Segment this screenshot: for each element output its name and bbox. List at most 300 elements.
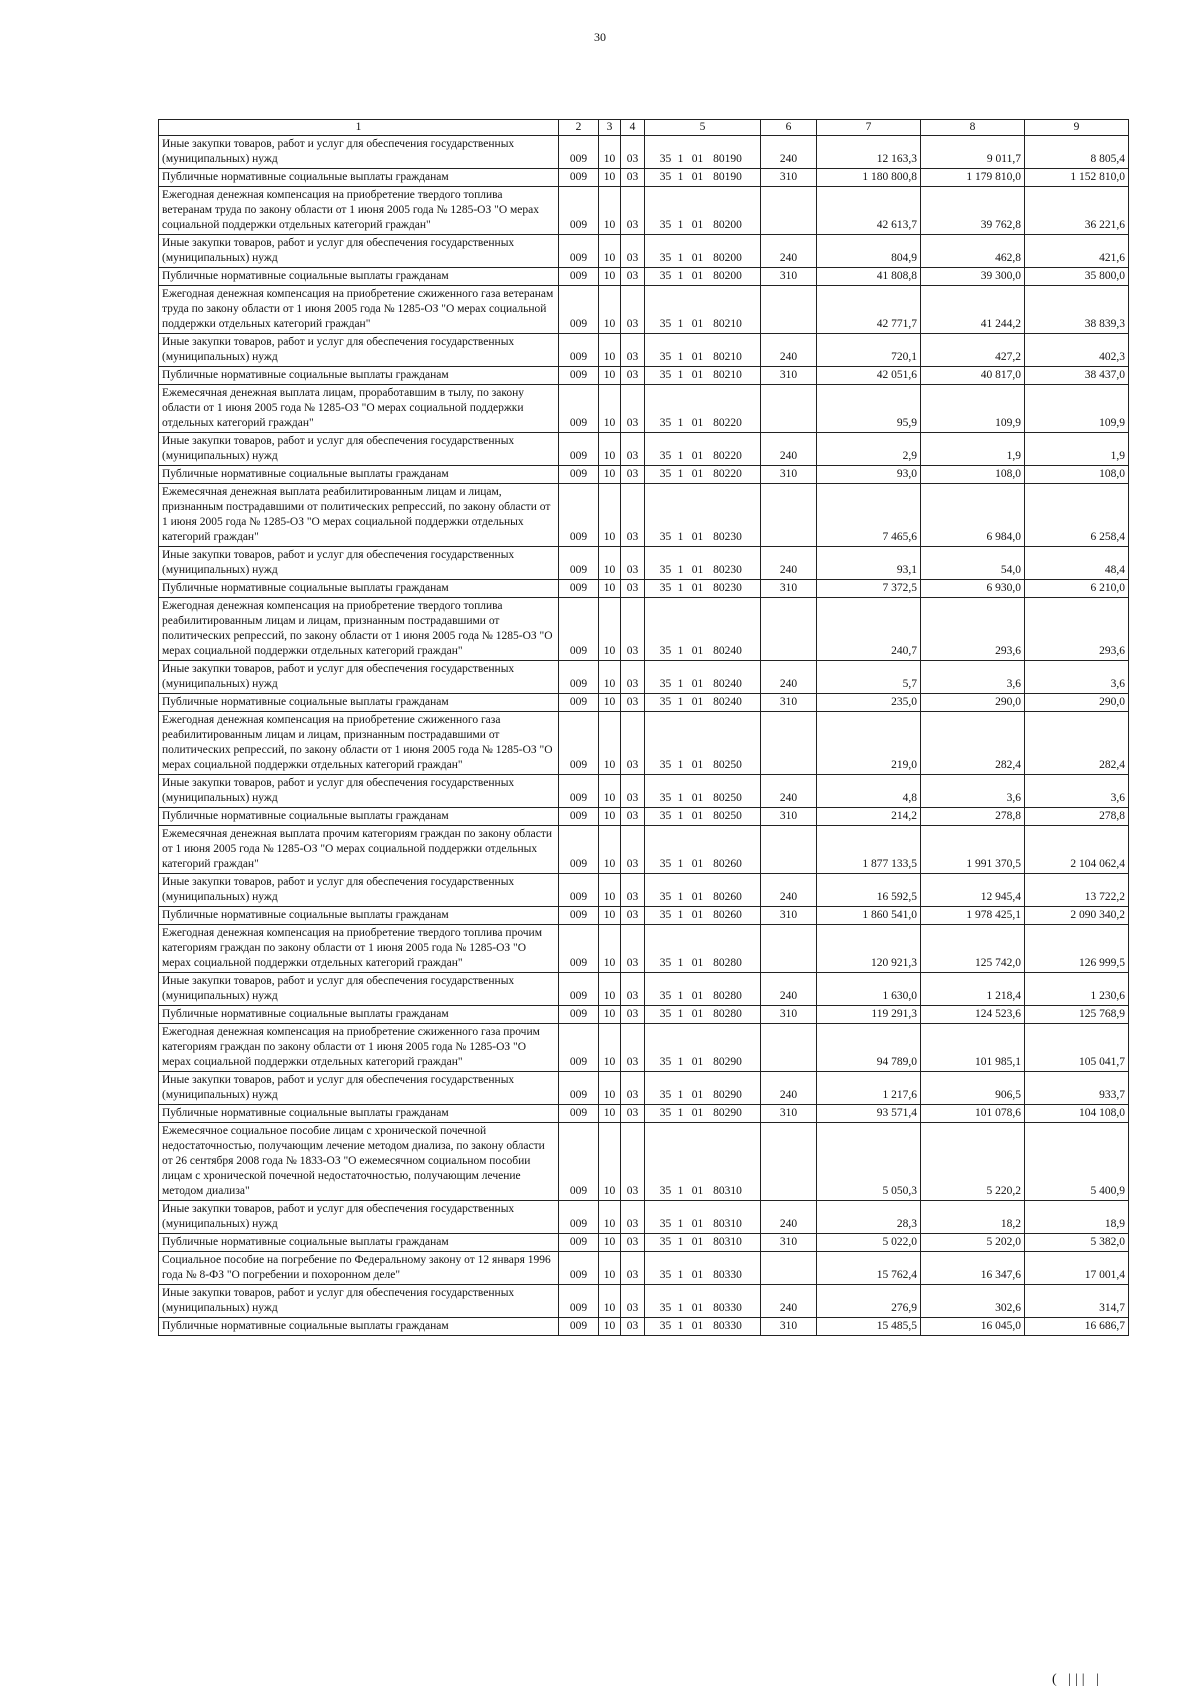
target-article-part: 35: [659, 564, 672, 576]
target-article-part: 01: [691, 531, 704, 543]
target-article-part: 1: [677, 219, 684, 231]
code-section: 10: [599, 268, 621, 286]
target-article-part: 80190: [713, 153, 742, 165]
amount-col-9: 1,9: [1025, 433, 1129, 466]
row-description: Публичные нормативные социальные выплаты гражданам: [159, 1234, 559, 1252]
code-expense-type: 240: [761, 1072, 817, 1105]
code-subsection: 03: [621, 433, 645, 466]
target-article-part: 35: [659, 1185, 672, 1197]
code-target-article: [645, 268, 761, 286]
code-target-article: [645, 136, 761, 169]
code-section: 10: [599, 367, 621, 385]
table-row: [159, 1123, 1129, 1201]
target-article-part: 1: [677, 564, 684, 576]
target-article-part: 1: [677, 468, 684, 480]
amount-col-8: 18,2: [921, 1201, 1025, 1234]
amount-col-7: 5 050,3: [817, 1123, 921, 1201]
code-admin: 009: [559, 598, 599, 661]
code-section: 10: [599, 1024, 621, 1072]
target-article-part: 01: [691, 1185, 704, 1197]
target-article-part: 80240: [713, 645, 742, 657]
code-expense-type: [761, 1252, 817, 1285]
code-section: 10: [599, 187, 621, 235]
code-target-article: [645, 1105, 761, 1123]
code-target-article: [645, 598, 761, 661]
target-article-part: 01: [691, 351, 704, 363]
target-article-part: 35: [659, 990, 672, 1002]
code-subsection: 03: [621, 268, 645, 286]
amount-col-8: 39 762,8: [921, 187, 1025, 235]
code-expense-type: 240: [761, 661, 817, 694]
code-subsection: 03: [621, 484, 645, 547]
amount-col-9: 421,6: [1025, 235, 1129, 268]
row-description: Ежемесячная денежная выплата прочим категориям граждан по закону области от 1 июня 2005 года № 1285-ОЗ "О мерах социальной поддержки отдельных категорий граждан": [159, 826, 559, 874]
code-target-article: [645, 1201, 761, 1234]
amount-col-8: 6 984,0: [921, 484, 1025, 547]
target-article-part: 80260: [713, 858, 742, 870]
target-article-part: 80280: [713, 990, 742, 1002]
target-article-part: 01: [691, 252, 704, 264]
code-subsection: 03: [621, 136, 645, 169]
target-article-part: 1: [677, 318, 684, 330]
code-admin: 009: [559, 826, 599, 874]
amount-col-7: 42 771,7: [817, 286, 921, 334]
table-row: [159, 694, 1129, 712]
amount-col-9: 109,9: [1025, 385, 1129, 433]
amount-col-7: 240,7: [817, 598, 921, 661]
row-description: Иные закупки товаров, работ и услуг для обеспечения государственных (муниципальных) нужд: [159, 136, 559, 169]
header-cell: 9: [1025, 120, 1129, 136]
amount-col-9: 104 108,0: [1025, 1105, 1129, 1123]
code-expense-type: 310: [761, 367, 817, 385]
code-subsection: 03: [621, 466, 645, 484]
code-subsection: 03: [621, 1072, 645, 1105]
target-article-part: 80290: [713, 1089, 742, 1101]
target-article-part: 01: [691, 1236, 704, 1248]
code-subsection: 03: [621, 547, 645, 580]
amount-col-7: 42 613,7: [817, 187, 921, 235]
code-subsection: 03: [621, 235, 645, 268]
code-section: 10: [599, 874, 621, 907]
target-article-part: 1: [677, 369, 684, 381]
code-subsection: 03: [621, 334, 645, 367]
code-expense-type: [761, 484, 817, 547]
code-subsection: 03: [621, 367, 645, 385]
amount-col-9: 18,9: [1025, 1201, 1129, 1234]
code-expense-type: 310: [761, 580, 817, 598]
code-target-article: [645, 826, 761, 874]
code-expense-type: [761, 826, 817, 874]
target-article-part: 80240: [713, 696, 742, 708]
table-row: [159, 1072, 1129, 1105]
code-subsection: 03: [621, 1105, 645, 1123]
amount-col-8: 16 045,0: [921, 1318, 1025, 1336]
code-target-article: [645, 235, 761, 268]
code-admin: 009: [559, 334, 599, 367]
table-row: [159, 808, 1129, 826]
code-expense-type: [761, 286, 817, 334]
amount-col-8: 6 930,0: [921, 580, 1025, 598]
target-article-part: 35: [659, 858, 672, 870]
code-admin: 009: [559, 466, 599, 484]
table-row: [159, 775, 1129, 808]
amount-col-7: 1 630,0: [817, 973, 921, 1006]
target-article-part: 80330: [713, 1320, 742, 1332]
target-article-part: 35: [659, 957, 672, 969]
row-description: Иные закупки товаров, работ и услуг для обеспечения государственных (муниципальных) нужд: [159, 547, 559, 580]
amount-col-9: 933,7: [1025, 1072, 1129, 1105]
code-expense-type: [761, 187, 817, 235]
code-section: 10: [599, 925, 621, 973]
target-article-part: 80330: [713, 1302, 742, 1314]
amount-col-8: 39 300,0: [921, 268, 1025, 286]
code-section: 10: [599, 484, 621, 547]
code-target-article: [645, 925, 761, 973]
code-expense-type: 310: [761, 1318, 817, 1336]
target-article-part: 1: [677, 450, 684, 462]
code-section: 10: [599, 598, 621, 661]
code-subsection: 03: [621, 907, 645, 925]
code-expense-type: 240: [761, 775, 817, 808]
amount-col-9: 1 230,6: [1025, 973, 1129, 1006]
target-article-part: 1: [677, 252, 684, 264]
code-section: 10: [599, 547, 621, 580]
target-article-part: 35: [659, 792, 672, 804]
table-row: [159, 826, 1129, 874]
target-article-part: 01: [691, 219, 704, 231]
table-row: [159, 973, 1129, 1006]
code-subsection: 03: [621, 826, 645, 874]
code-section: 10: [599, 1123, 621, 1201]
target-article-part: 80310: [713, 1236, 742, 1248]
target-article-part: 1: [677, 531, 684, 543]
target-article-part: 01: [691, 582, 704, 594]
amount-col-7: 5,7: [817, 661, 921, 694]
amount-col-7: 41 808,8: [817, 268, 921, 286]
target-article-part: 1: [677, 1056, 684, 1068]
amount-col-9: 6 258,4: [1025, 484, 1129, 547]
code-target-article: [645, 433, 761, 466]
amount-col-7: 235,0: [817, 694, 921, 712]
target-article-part: 1: [677, 810, 684, 822]
table-row: [159, 187, 1129, 235]
amount-col-7: 119 291,3: [817, 1006, 921, 1024]
table-row: [159, 661, 1129, 694]
target-article-part: 01: [691, 792, 704, 804]
code-target-article: [645, 1006, 761, 1024]
row-description: Публичные нормативные социальные выплаты гражданам: [159, 580, 559, 598]
header-cell: 7: [817, 120, 921, 136]
table-row: [159, 433, 1129, 466]
table-row: [159, 598, 1129, 661]
target-article-part: 80250: [713, 759, 742, 771]
target-article-part: 1: [677, 1269, 684, 1281]
target-article-part: 35: [659, 369, 672, 381]
target-article-part: 35: [659, 318, 672, 330]
target-article-part: 1: [677, 1218, 684, 1230]
code-target-article: [645, 874, 761, 907]
code-target-article: [645, 1024, 761, 1072]
amount-col-9: 17 001,4: [1025, 1252, 1129, 1285]
code-admin: 009: [559, 169, 599, 187]
table-row: [159, 1024, 1129, 1072]
amount-col-8: 906,5: [921, 1072, 1025, 1105]
code-admin: 009: [559, 1285, 599, 1318]
amount-col-9: 35 800,0: [1025, 268, 1129, 286]
code-subsection: 03: [621, 580, 645, 598]
code-subsection: 03: [621, 1318, 645, 1336]
target-article-part: 35: [659, 1218, 672, 1230]
code-section: 10: [599, 1285, 621, 1318]
target-article-part: 01: [691, 564, 704, 576]
amount-col-7: 4,8: [817, 775, 921, 808]
code-expense-type: 310: [761, 1234, 817, 1252]
target-article-part: 1: [677, 645, 684, 657]
code-target-article: [645, 661, 761, 694]
code-admin: 009: [559, 907, 599, 925]
code-subsection: 03: [621, 385, 645, 433]
target-article-part: 01: [691, 270, 704, 282]
amount-col-9: 6 210,0: [1025, 580, 1129, 598]
amount-col-7: 15 762,4: [817, 1252, 921, 1285]
amount-col-8: 1 179 810,0: [921, 169, 1025, 187]
row-description: Иные закупки товаров, работ и услуг для обеспечения государственных (муниципальных) нужд: [159, 874, 559, 907]
code-section: 10: [599, 286, 621, 334]
code-admin: 009: [559, 547, 599, 580]
target-article-part: 01: [691, 645, 704, 657]
code-subsection: 03: [621, 1123, 645, 1201]
amount-col-7: 12 163,3: [817, 136, 921, 169]
amount-col-8: 427,2: [921, 334, 1025, 367]
table-row: [159, 367, 1129, 385]
target-article-part: 80290: [713, 1056, 742, 1068]
code-section: 10: [599, 136, 621, 169]
target-article-part: 01: [691, 153, 704, 165]
target-article-part: 80230: [713, 564, 742, 576]
target-article-part: 35: [659, 759, 672, 771]
code-expense-type: 310: [761, 694, 817, 712]
code-target-article: [645, 712, 761, 775]
code-admin: 009: [559, 187, 599, 235]
target-article-part: 1: [677, 582, 684, 594]
code-admin: 009: [559, 1105, 599, 1123]
code-target-article: [645, 1285, 761, 1318]
row-description: Иные закупки товаров, работ и услуг для обеспечения государственных (муниципальных) нужд: [159, 973, 559, 1006]
target-article-part: 01: [691, 171, 704, 183]
target-article-part: 35: [659, 1089, 672, 1101]
code-expense-type: 240: [761, 235, 817, 268]
target-article-part: 01: [691, 369, 704, 381]
header-cell: 6: [761, 120, 817, 136]
table-row: [159, 334, 1129, 367]
row-description: Публичные нормативные социальные выплаты гражданам: [159, 367, 559, 385]
target-article-part: 1: [677, 990, 684, 1002]
code-target-article: [645, 385, 761, 433]
row-description: Иные закупки товаров, работ и услуг для обеспечения государственных (муниципальных) нужд: [159, 1285, 559, 1318]
target-article-part: 80260: [713, 909, 742, 921]
amount-col-9: 5 400,9: [1025, 1123, 1129, 1201]
target-article-part: 1: [677, 1089, 684, 1101]
target-article-part: 80200: [713, 219, 742, 231]
amount-col-9: 293,6: [1025, 598, 1129, 661]
amount-col-8: 124 523,6: [921, 1006, 1025, 1024]
target-article-part: 35: [659, 252, 672, 264]
table-row: [159, 580, 1129, 598]
amount-col-7: 5 022,0: [817, 1234, 921, 1252]
code-section: 10: [599, 1201, 621, 1234]
target-article-part: 1: [677, 759, 684, 771]
code-expense-type: 240: [761, 547, 817, 580]
target-article-part: 35: [659, 270, 672, 282]
target-article-part: 80230: [713, 531, 742, 543]
code-admin: 009: [559, 775, 599, 808]
code-admin: 009: [559, 874, 599, 907]
code-subsection: 03: [621, 874, 645, 907]
target-article-part: 80330: [713, 1269, 742, 1281]
target-article-part: 35: [659, 171, 672, 183]
code-section: 10: [599, 385, 621, 433]
target-article-part: 1: [677, 1302, 684, 1314]
code-subsection: 03: [621, 694, 645, 712]
code-target-article: [645, 1234, 761, 1252]
header-cell: 2: [559, 120, 599, 136]
target-article-part: 01: [691, 696, 704, 708]
amount-col-8: 290,0: [921, 694, 1025, 712]
amount-col-8: 462,8: [921, 235, 1025, 268]
code-expense-type: 310: [761, 1105, 817, 1123]
table-row: [159, 136, 1129, 169]
target-article-part: 1: [677, 909, 684, 921]
code-subsection: 03: [621, 286, 645, 334]
code-section: 10: [599, 433, 621, 466]
code-subsection: 03: [621, 661, 645, 694]
amount-col-8: 5 220,2: [921, 1123, 1025, 1201]
row-description: Социальное пособие на погребение по Федеральному закону от 12 января 1996 года № 8-ФЗ "О погребении и похоронном деле": [159, 1252, 559, 1285]
row-description: Иные закупки товаров, работ и услуг для обеспечения государственных (муниципальных) нужд: [159, 433, 559, 466]
amount-col-7: 93,0: [817, 466, 921, 484]
amount-col-7: 28,3: [817, 1201, 921, 1234]
target-article-part: 01: [691, 1302, 704, 1314]
table-row: [159, 1252, 1129, 1285]
code-expense-type: 310: [761, 907, 817, 925]
amount-col-8: 12 945,4: [921, 874, 1025, 907]
table-row: [159, 907, 1129, 925]
amount-col-7: 7 372,5: [817, 580, 921, 598]
code-section: 10: [599, 1252, 621, 1285]
target-article-part: 35: [659, 891, 672, 903]
code-admin: 009: [559, 1024, 599, 1072]
code-target-article: [645, 1252, 761, 1285]
code-target-article: [645, 169, 761, 187]
target-article-part: 80290: [713, 1107, 742, 1119]
code-subsection: 03: [621, 1234, 645, 1252]
target-article-part: 01: [691, 468, 704, 480]
target-article-part: 1: [677, 1107, 684, 1119]
row-description: Иные закупки товаров, работ и услуг для обеспечения государственных (муниципальных) нужд: [159, 235, 559, 268]
code-expense-type: 240: [761, 874, 817, 907]
code-admin: 009: [559, 235, 599, 268]
amount-col-7: 1 860 541,0: [817, 907, 921, 925]
code-target-article: [645, 808, 761, 826]
budget-table: [158, 119, 1129, 1336]
amount-col-8: 293,6: [921, 598, 1025, 661]
table-row: [159, 286, 1129, 334]
amount-col-8: 109,9: [921, 385, 1025, 433]
target-article-part: 01: [691, 990, 704, 1002]
code-section: 10: [599, 1105, 621, 1123]
target-article-part: 1: [677, 417, 684, 429]
header-cell: 8: [921, 120, 1025, 136]
target-article-part: 01: [691, 318, 704, 330]
target-article-part: 1: [677, 678, 684, 690]
amount-col-7: 214,2: [817, 808, 921, 826]
target-article-part: 1: [677, 1236, 684, 1248]
target-article-part: 01: [691, 417, 704, 429]
code-target-article: [645, 187, 761, 235]
amount-col-9: 282,4: [1025, 712, 1129, 775]
target-article-part: 35: [659, 810, 672, 822]
row-description: Ежегодная денежная компенсация на приобретение твердого топлива прочим категориям граждан по закону области от 1 июня 2005 года № 1285-ОЗ "О мерах социальной поддержки отдельных категорий граждан": [159, 925, 559, 973]
code-expense-type: [761, 1024, 817, 1072]
code-subsection: 03: [621, 712, 645, 775]
code-expense-type: [761, 925, 817, 973]
target-article-part: 35: [659, 1008, 672, 1020]
code-subsection: 03: [621, 1006, 645, 1024]
code-admin: 009: [559, 1006, 599, 1024]
header-cell: 5: [645, 120, 761, 136]
code-section: 10: [599, 661, 621, 694]
amount-col-7: 93 571,4: [817, 1105, 921, 1123]
row-description: Публичные нормативные социальные выплаты гражданам: [159, 466, 559, 484]
code-subsection: 03: [621, 973, 645, 1006]
row-description: Ежегодная денежная компенсация на приобретение твердого топлива реабилитированным лицам и лицам, признанным пострадавшими от политических репрессий, по закону области от 1 июня 2005 года № 1285-ОЗ "О мерах социальной поддержки отдельных категорий граждан": [159, 598, 559, 661]
amount-col-7: 95,9: [817, 385, 921, 433]
amount-col-7: 120 921,3: [817, 925, 921, 973]
amount-col-8: 302,6: [921, 1285, 1025, 1318]
target-article-part: 35: [659, 1107, 672, 1119]
code-admin: 009: [559, 286, 599, 334]
target-article-part: 80250: [713, 810, 742, 822]
target-article-part: 80220: [713, 417, 742, 429]
amount-col-8: 5 202,0: [921, 1234, 1025, 1252]
target-article-part: 1: [677, 351, 684, 363]
code-admin: 009: [559, 1318, 599, 1336]
target-article-part: 01: [691, 450, 704, 462]
amount-col-9: 314,7: [1025, 1285, 1129, 1318]
code-subsection: 03: [621, 1201, 645, 1234]
code-admin: 009: [559, 712, 599, 775]
page-number: 30: [594, 30, 606, 44]
table-row: [159, 874, 1129, 907]
code-target-article: [645, 1318, 761, 1336]
header-row: [159, 120, 1129, 136]
code-target-article: [645, 973, 761, 1006]
code-target-article: [645, 484, 761, 547]
row-description: Публичные нормативные социальные выплаты гражданам: [159, 1318, 559, 1336]
table-row: [159, 385, 1129, 433]
amount-col-9: 5 382,0: [1025, 1234, 1129, 1252]
target-article-part: 80210: [713, 318, 742, 330]
corner-mark: ( ||| |: [1052, 1672, 1103, 1687]
code-admin: 009: [559, 1201, 599, 1234]
code-admin: 009: [559, 484, 599, 547]
code-section: 10: [599, 973, 621, 1006]
amount-col-7: 219,0: [817, 712, 921, 775]
target-article-part: 1: [677, 957, 684, 969]
row-description: Публичные нормативные социальные выплаты гражданам: [159, 907, 559, 925]
target-article-part: 80200: [713, 270, 742, 282]
target-article-part: 01: [691, 909, 704, 921]
